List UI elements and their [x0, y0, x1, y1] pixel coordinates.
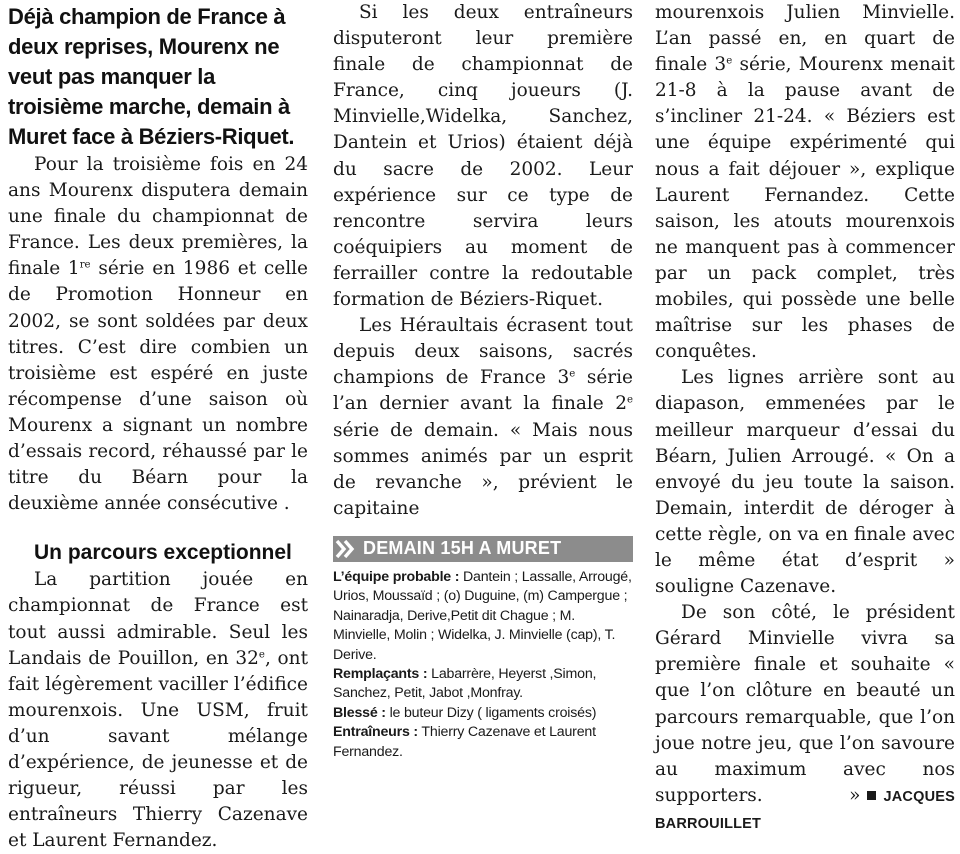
paragraph-lignes-arriere: Les lignes arrière sont au diapason, emmenées par le meilleur marqueur d’essai du Béarn, Julien Arrougé. « On a envoyé du jeu toute la saison. Demain, interdit de déroger à cette règle, on va en finale avec le même état d’esprit » souligne Cazenave.: [655, 367, 955, 598]
byline: JACQUES BARROUILLET: [655, 788, 955, 832]
article-body-col1: [8, 152, 308, 517]
remplacants: [333, 665, 633, 704]
paragraph-parcours: [8, 567, 308, 854]
paragraph-continued: [655, 0, 955, 365]
label: Entraîneurs :: [333, 724, 418, 741]
superscript: e: [569, 368, 576, 380]
info-box-header: [333, 536, 633, 562]
superscript: e: [258, 648, 265, 660]
double-chevron-right-icon: [335, 539, 357, 559]
text-run: Les Héraultais écrasent tout depuis deux saisons, sacrés champions de France 3: [333, 315, 633, 389]
value: le buteur Dizy ( ligaments croisés): [385, 704, 597, 721]
article-body-col1-b: [8, 567, 308, 854]
label: Blessé :: [333, 704, 386, 721]
text-run: , ont fait légèrement vaciller l’édifice mourenxois. Une USM, fruit d’un savant mélange d’expérience, de jeunesse et de rigueur, réussi par les entraîneurs Thierry Cazenave et Laurent Fernandez.: [8, 647, 308, 852]
text-run: Pour la troisième fois en 24 ans Mourenx disputera demain une finale du championnat de France. Les deux premières, la finale 1: [8, 154, 308, 280]
paragraph-president: [655, 600, 955, 837]
value: Labarrère, Heyerst ,Simon, Sanchez, Petit, Jabot ,Monfray.: [333, 665, 597, 702]
paragraph-entraineurs: Si les deux entraîneurs disputeront leur première finale de championnat de France, cinq joueurs (J. Minvielle,Widelka, Sanchez, Dantein et Urios) étaient déjà du sacre de 2002. Leur expérience sur ce type de rencontre servira leurs coéquipiers au moment de ferrailler contre la redoutable formation de Béziers-Riquet.: [333, 2, 633, 311]
blesse: [333, 704, 633, 723]
value: Thierry Cazenave et Laurent Fernandez.: [333, 724, 596, 760]
column-1: [8, 0, 308, 854]
label: L’équipe probable :: [333, 568, 460, 585]
paragraph-heraultais: [333, 313, 633, 522]
text-run: mourenxois Julien Minvielle. L’an passé en, en quart de finale 3: [655, 2, 955, 76]
lead-paragraph: Déjà champion de France à deux reprises, Mourenx ne veut pas manquer la troisième marche, demain à Muret face à Béziers-Riquet.: [8, 4, 295, 149]
superscript: re: [79, 259, 91, 271]
text-run: La partition jouée en championnat de France est tout aussi admirable. Seul les Landais de Pouillon, en 32: [8, 569, 308, 669]
text-run: série en 1986 et celle de Promotion Honneur en 2002, se sont soldées par deux titres. C’est dire combien un troisième est espéré en juste récompense d’une saison où Mourenx a signant un nombre d’essais record, réhaussé par le titre du Béarn pour la deuxième année consécutive .: [8, 258, 308, 515]
value: Dantein ; Lassalle, Arrougé, Urios, Moussaïd ; (o) Duguine, (m) Campergue ; Nainaradja, Derive,Petit dit Chague ; M. Minvielle, Molin ; Widelka, J. Minvielle (cap), T. Derive.: [333, 568, 632, 663]
column-3: [655, 0, 955, 837]
article-body-col2: [333, 0, 633, 522]
info-box-body: [333, 568, 633, 762]
article-body-col3: [655, 0, 955, 837]
column-2: [333, 0, 633, 762]
info-box-title: DEMAIN 15H A MURET: [363, 538, 562, 559]
paragraph-intro: [8, 152, 308, 517]
text-run: série de demain. « Mais nous sommes animés par un esprit de revanche », prévient le capitaine: [333, 419, 633, 519]
text-run: série, Mourenx menait 21-8 à la pause avant de s’incliner 21-24. « Béziers est une équipe expérimenté qui nous a fait déjouer », explique Laurent Fernandez. Cette saison, les atouts mourenxois ne manquent pas à commencer par un pack complet, très mobiles, qui possède une belle maîtrise sur les phases de conquêtes.: [655, 54, 955, 363]
entraineurs: [333, 723, 633, 762]
end-square-icon: [867, 791, 876, 800]
superscript: e: [626, 394, 633, 406]
superscript: e: [726, 55, 733, 67]
label: Remplaçants :: [333, 665, 428, 682]
equipe-probable: [333, 568, 633, 665]
text-run: série l’an dernier avant la finale 2: [333, 367, 634, 415]
text-run: De son côté, le président Gérard Minvielle vivra sa première finale et souhaite « que l’on clôture en beauté un parcours remarquable, que l’on joue notre jeu, que l’on savoure au maximum avec nos supporters. »: [655, 602, 955, 806]
subheading: Un parcours exceptionnel: [34, 541, 292, 565]
